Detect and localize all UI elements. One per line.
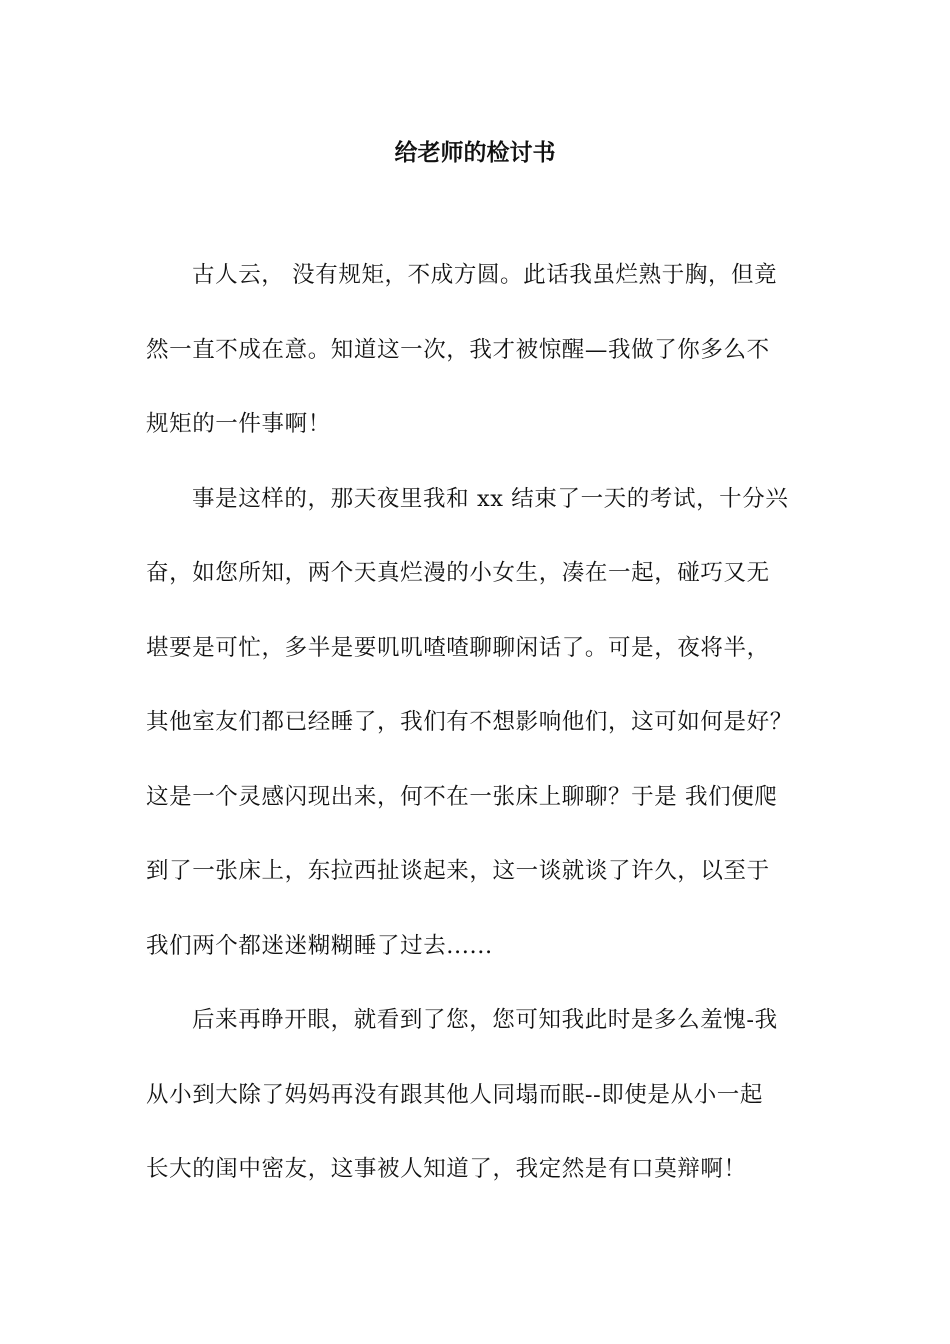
document-title: 给老师的检讨书 [394, 139, 556, 166]
text-line: 然一直不成在意。知道这一次，我才被惊醒—我做了你多么不 [146, 336, 770, 363]
paragraph-1 [146, 252, 816, 476]
text-line: 从小到大除了妈妈再没有跟其他人同塌而眠--即使是从小一起 [146, 1081, 764, 1108]
text-line: 这是一个灵感闪现出来，何不在一张床上聊聊？于是 我们便爬 [146, 783, 778, 810]
text-line: 堪要是可忙，多半是要叽叽喳喳聊聊闲话了。可是，夜将半， [146, 634, 770, 661]
text-line: 后来再睁开眼，就看到了您，您可知我此时是多么羞愧-我 [192, 1007, 778, 1033]
text-line: 事是这样的，那天夜里我和 xx 结束了一天的考试，十分兴 [192, 485, 789, 512]
paragraph-3 [146, 997, 816, 1221]
document-body [146, 252, 816, 1221]
text-line: 奋，如您所知，两个天真烂漫的小女生，凑在一起，碰巧又无 [146, 560, 770, 586]
paragraph-2 [146, 476, 816, 998]
text-line: 长大的闺中密友，这事被人知道了，我定然是有口莫辩啊！ [146, 1156, 747, 1182]
text-line: 规矩的一件事啊！ [146, 411, 331, 437]
text-line: 到了一张床上，东拉西扯谈起来，这一谈就谈了许久，以至于 [146, 858, 770, 884]
text-line: 古人云， 没有规矩，不成方圆。此话我虽烂熟于胸，但竟 [192, 262, 778, 288]
text-line: 其他室友们都已经睡了，我们有不想影响他们，这可如何是好？ [146, 709, 793, 735]
text-line: 我们两个都迷迷糊糊睡了过去...... [146, 932, 493, 959]
